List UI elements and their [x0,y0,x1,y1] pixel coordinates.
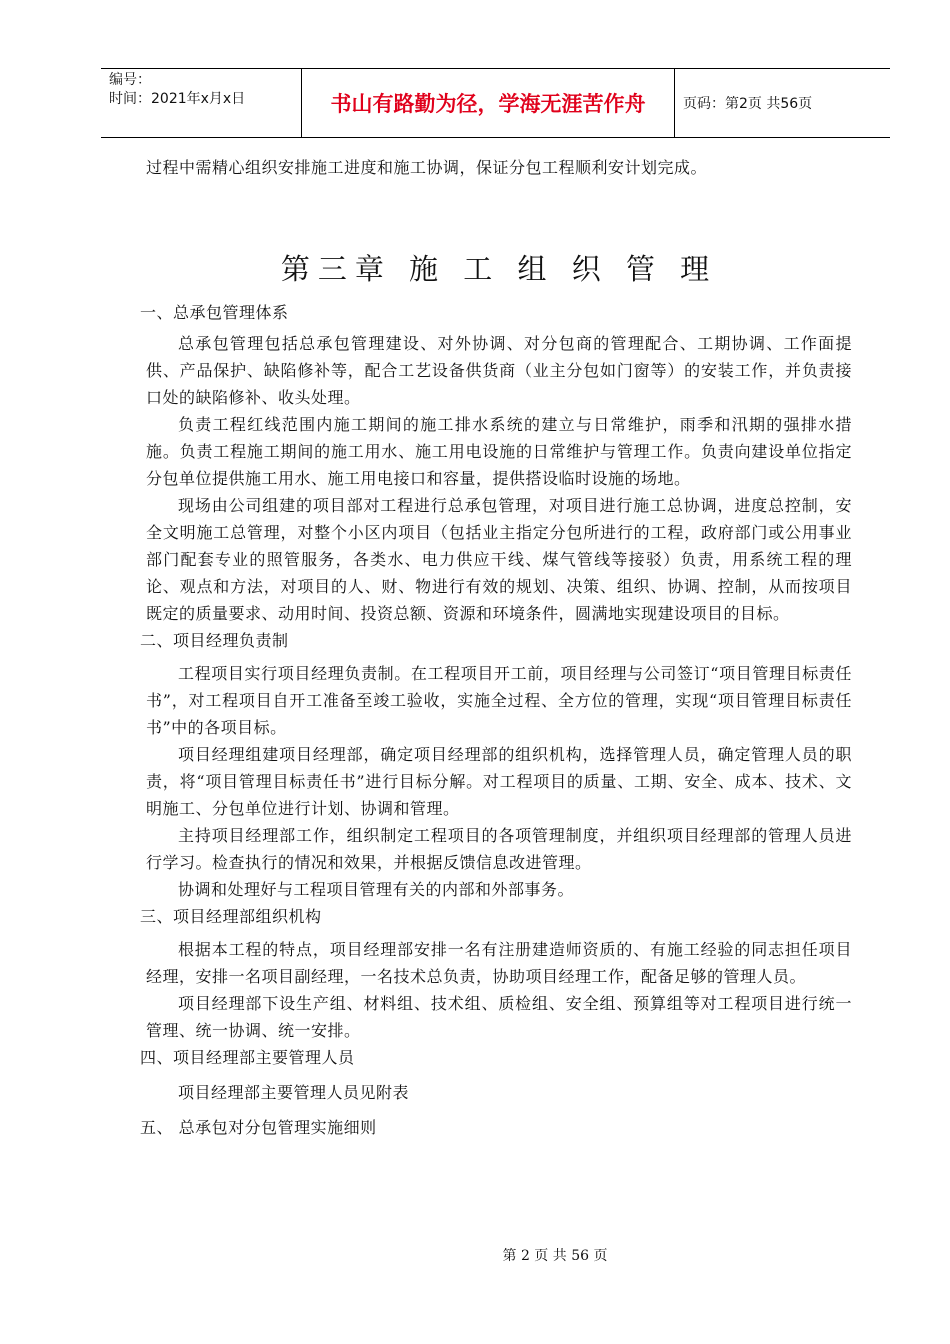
date-label: 时间：2021年x月x日 [109,91,246,107]
section-2-paragraph-1: 工程项目实行项目经理负责制。在工程项目开工前，项目经理与公司签订“项目管理目标责任书”，对工程项目自开工准备至竣工验收，实施全过程、全方位的管理，实现“项目管理目标责任书”中的各项目标。 [146,664,852,737]
section-4-title: 四、项目经理部主要管理人员 [140,1048,355,1067]
section-1-paragraph-2: 负责工程红线范围内施工期间的施工排水系统的建立与日常维护，雨季和汛期的强排水措施。负责工程施工期间的施工用水、施工用电设施的日常维护与管理工作。负责向建设单位指定分包单位提供施工用水、施工用电接口和容量，提供搭设临时设施的场地。 [146,415,852,488]
section-3-paragraph-2: 项目经理部下设生产组、材料组、技术组、质检组、安全组、预算组等对工程项目进行统一管理、统一协调、统一安排。 [146,994,852,1040]
document-body [140,150,852,1141]
header-table [101,68,890,138]
section-3-title: 三、项目经理部组织机构 [140,907,322,926]
number-label: 编号： [109,72,151,88]
section-2-title: 二、项目经理负责制 [140,631,289,650]
section-2-paragraph-2: 项目经理组建项目经理部，确定项目经理部的组织机构，选择管理人员，确定管理人员的职责，将“项目管理目标责任书”进行目标分解。对工程项目的质量、工期、安全、成本、技术、文明施工、分包单位进行计划、协调和管理。 [146,745,852,818]
header-page-info: 页码：第2页 共56页 [683,96,813,112]
header-meta [101,69,301,137]
section-4-paragraph-1: 项目经理部主要管理人员见附表 [178,1083,410,1102]
section-3-paragraph-1: 根据本工程的特点，项目经理部安排一名有注册建造师资质的、有施工经验的同志担任项目经理，安排一名项目副经理，一名技术总负责，协助项目经理工作，配备足够的管理人员。 [146,940,852,986]
section-2-paragraph-4: 协调和处理好与工程项目管理有关的内部和外部事务。 [178,880,575,899]
header-motto: 书山有路勤为径，学海无涯苦作舟 [301,69,675,137]
chapter-title: 第三章 施 工 组 织 管 理 [280,252,718,286]
section-1-title: 一、总承包管理体系 [140,303,289,322]
section-5-title: 五、 总承包对分包管理实施细则 [140,1118,377,1137]
section-1-paragraph-1: 总承包管理包括总承包管理建设、对外协调、对分包商的管理配合、工期协调、工作面提供、产品保护、缺陷修补等，配合工艺设备供货商（业主分包如门窗等）的安装工作，并负责接口处的缺陷修补、收头处理。 [146,334,852,407]
intro-paragraph: 过程中需精心组织安排施工进度和施工协调，保证分包工程顺利安计划完成。 [146,158,708,177]
page-footer: 第 2 页 共 56 页 [502,1248,608,1264]
section-1-paragraph-3: 现场由公司组建的项目部对工程进行总承包管理，对项目进行施工总协调，进度总控制，安全文明施工总管理，对整个小区内项目（包括业主指定分包所进行的工程，政府部门或公用事业部门配套专业的照管服务，各类水、电力供应干线、煤气管线等接驳）负责，用系统工程的理论、观点和方法，对项目的人、财、物进行有效的规划、决策、组织、协调、控制，从而按项目既定的质量要求、动用时间、投资总额、资源和环境条件，圆满地实现建设项目的目标。 [146,496,852,623]
section-2-paragraph-3: 主持项目经理部工作，组织制定工程项目的各项管理制度，并组织项目经理部的管理人员进行学习。检查执行的情况和效果，并根据反馈信息改进管理。 [146,826,852,872]
